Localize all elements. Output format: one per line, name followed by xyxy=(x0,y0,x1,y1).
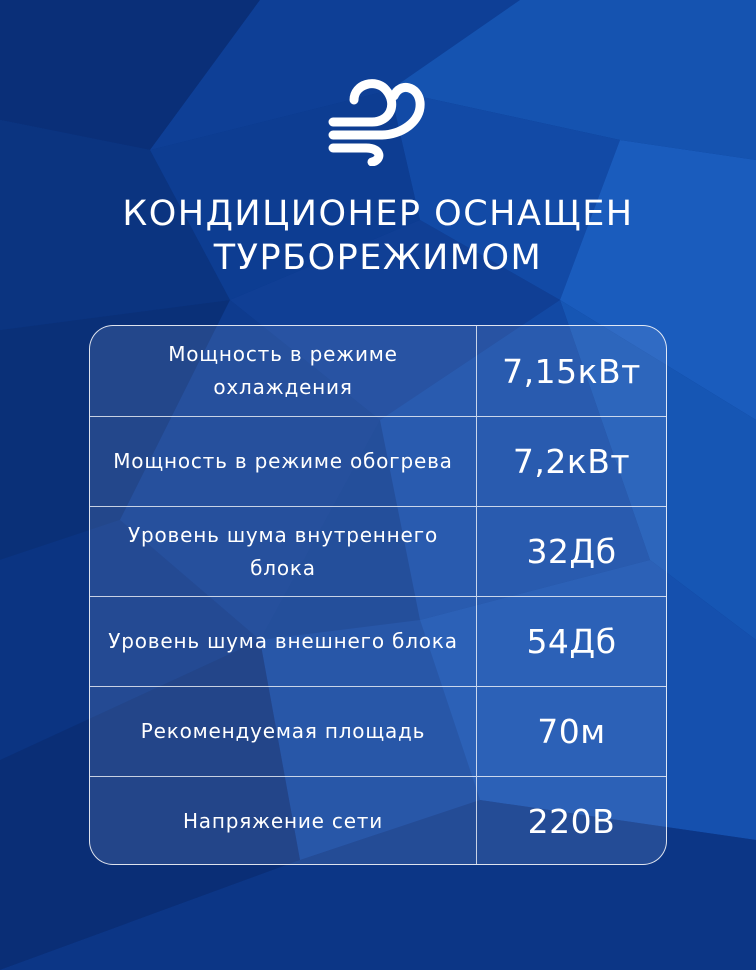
page-title-line-1: КОНДИЦИОНЕР ОСНАЩЕН xyxy=(122,194,634,234)
spec-label: Рекомендуемая площадь xyxy=(90,687,477,776)
spec-value: 70м xyxy=(537,712,606,751)
spec-row-voltage xyxy=(90,776,666,865)
spec-value: 220В xyxy=(527,802,616,841)
spec-row-cooling-power xyxy=(90,326,666,416)
spec-value: 7,15кВт xyxy=(502,351,641,391)
page-title-line-2: ТУРБОРЕЖИМОМ xyxy=(213,238,543,278)
spec-label: Мощность в режиме обогрева xyxy=(90,417,477,506)
spec-value: 32Дб xyxy=(526,532,617,571)
spec-label: Мощность в режиме охлаждения xyxy=(90,326,477,416)
spec-row-indoor-noise xyxy=(90,506,666,596)
page-title xyxy=(0,192,756,280)
spec-row-outdoor-noise xyxy=(90,596,666,686)
spec-label: Напряжение сети xyxy=(90,777,477,865)
spec-label: Уровень шума внешнего блока xyxy=(90,597,477,686)
spec-row-heating-power xyxy=(90,416,666,506)
spec-table xyxy=(89,325,667,865)
spec-row-recommended-area xyxy=(90,686,666,776)
spec-value: 54Дб xyxy=(526,622,617,661)
wind-icon xyxy=(328,70,428,166)
spec-label: Уровень шума внутреннего блока xyxy=(90,507,477,596)
spec-value: 7,2кВт xyxy=(512,442,631,481)
